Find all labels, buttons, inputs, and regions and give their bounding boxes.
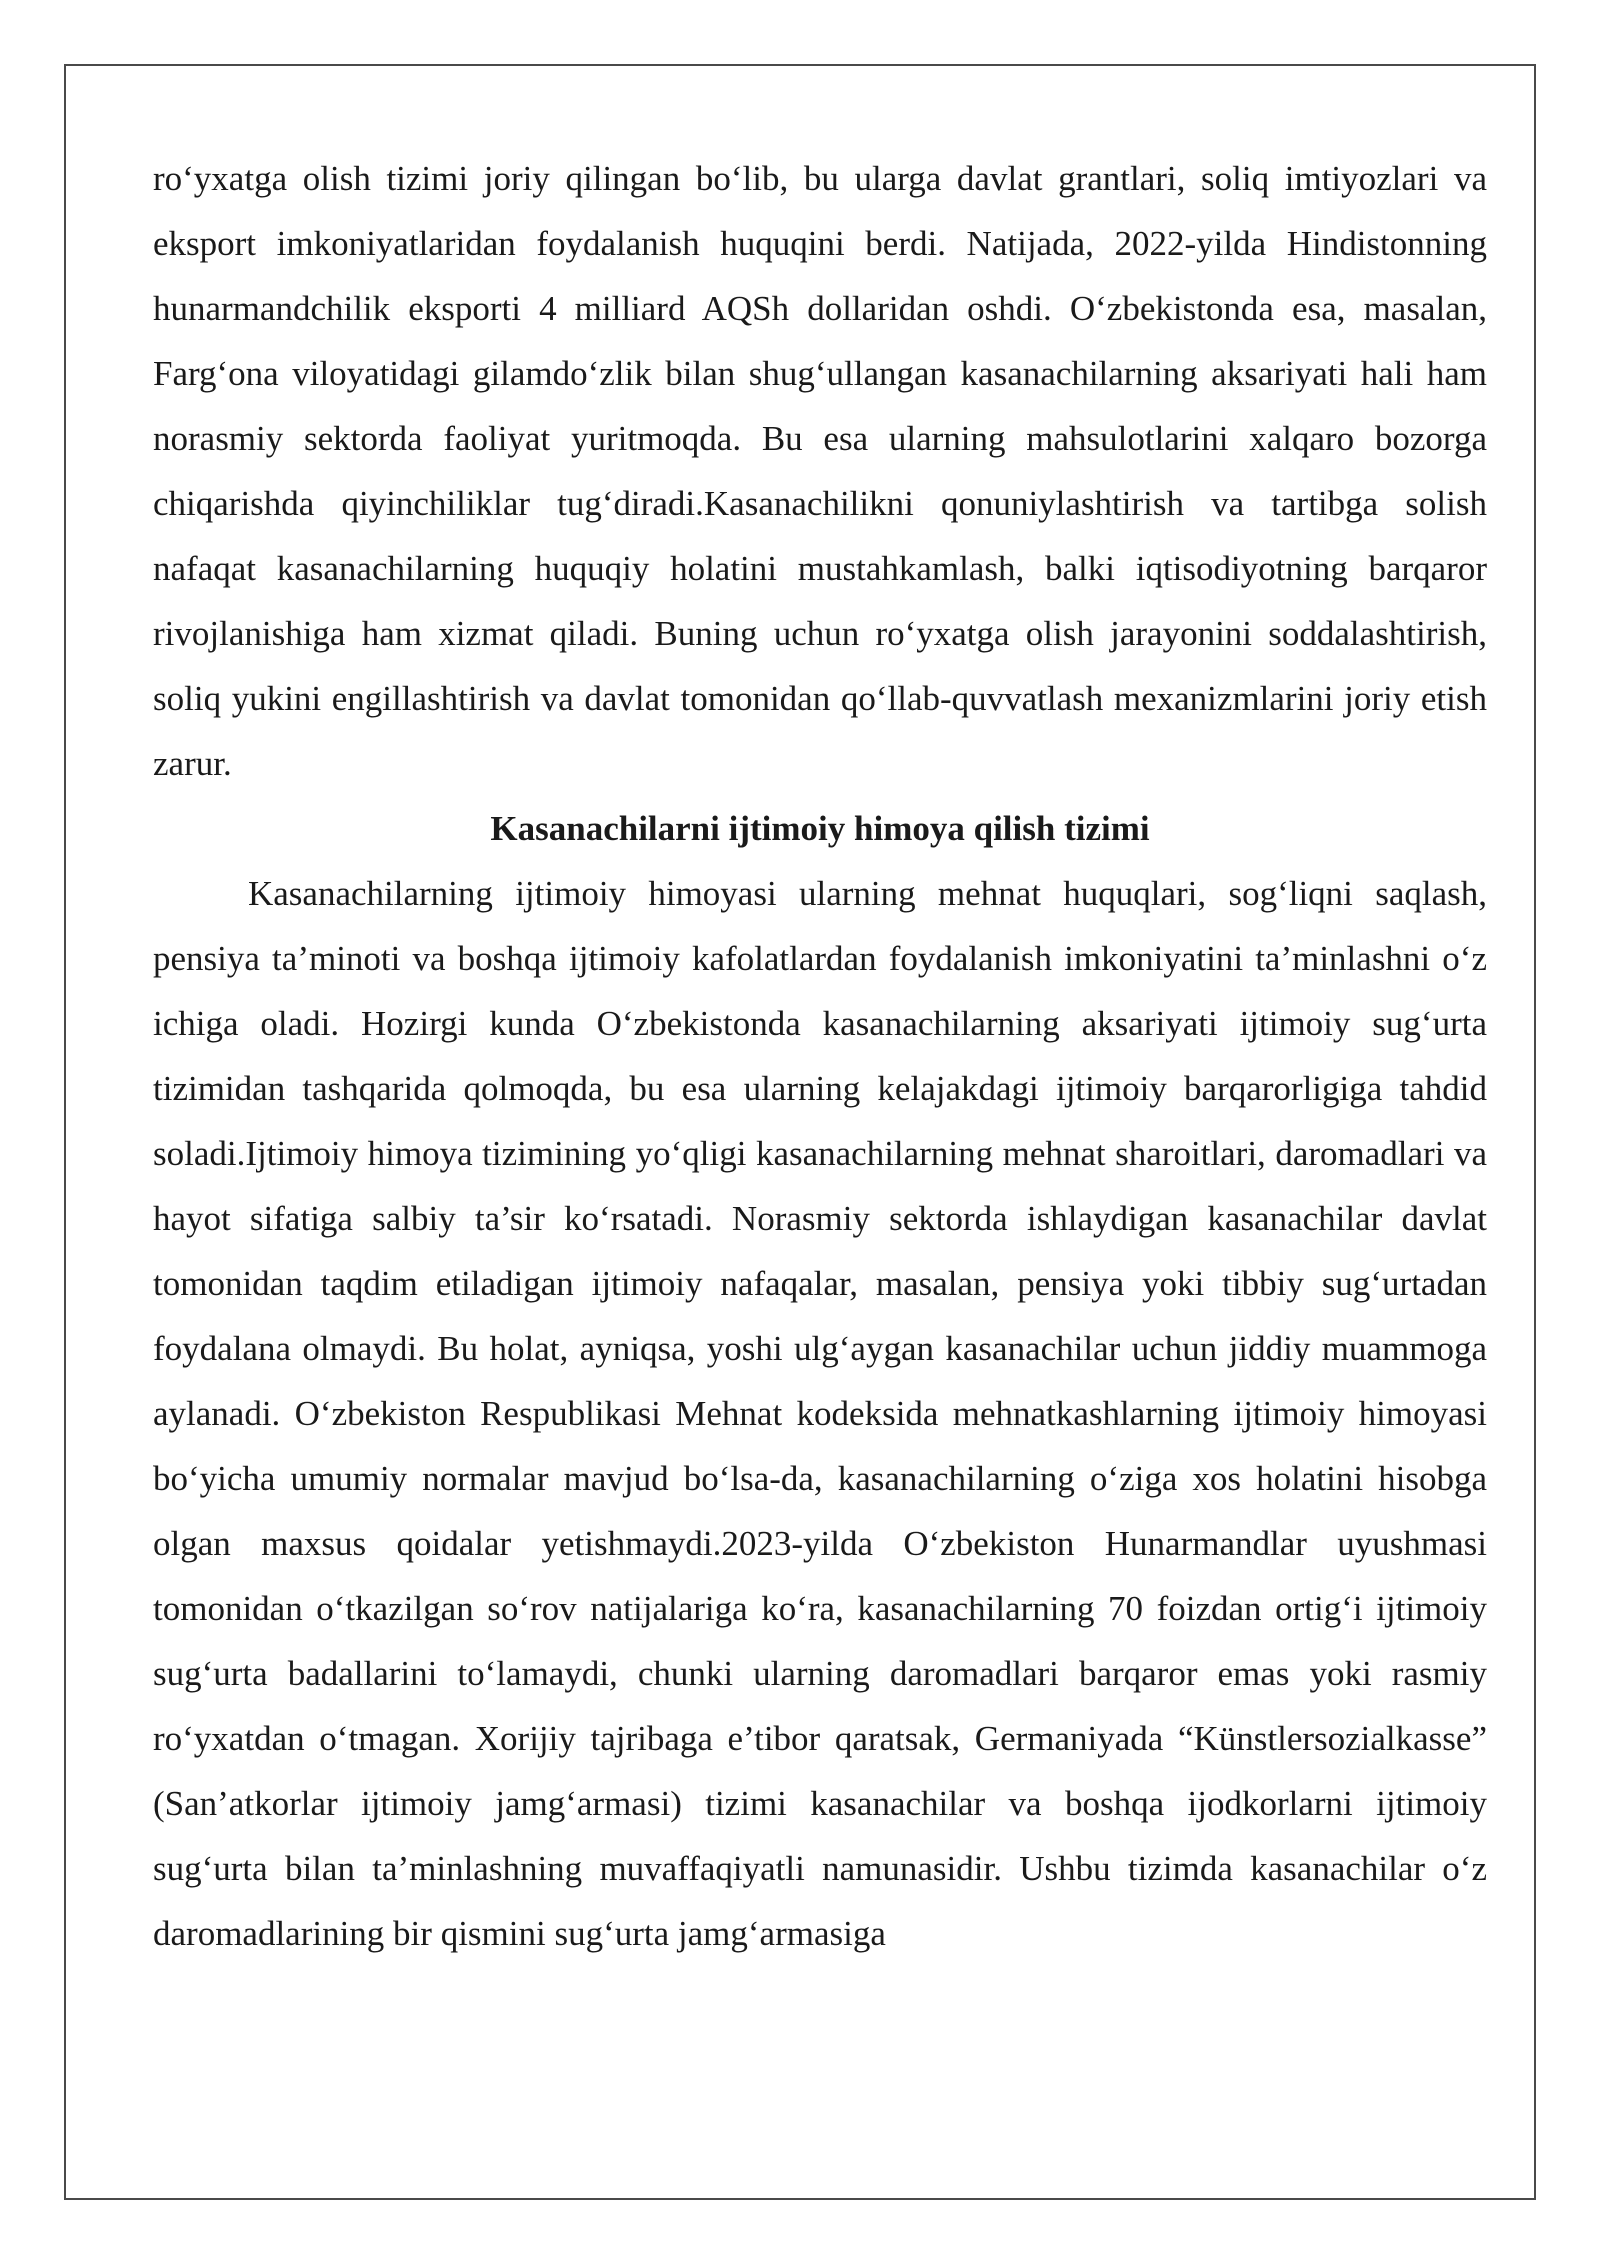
section-heading: Kasanachilarni ijtimoiy himoya qilish tizimi — [490, 809, 1150, 848]
paragraph-social-protection: Kasanachilarning ijtimoiy himoyasi ularning mehnat huquqlari, sog‘liqni saqlash, pensiya ta’minoti va boshqa ijtimoiy kafolatlardan foydalanish imkoniyatini ta’minlashni o‘z ichiga oladi. Hozirgi kunda O‘zbekistonda kasanachilarning aksariyati ijtimoiy sug‘urta tizimidan tashqarida qolmoqda, bu esa ularning kelajakdagi ijtimoiy barqarorligiga tahdid soladi.Ijtimoiy himoya tizimining yo‘qligi kasanachilarning mehnat sharoitlari, daromadlari va hayot sifatiga salbiy ta’sir ko‘rsatadi. Norasmiy sektorda ishlaydigan kasanachilar davlat tomonidan taqdim etiladigan ijtimoiy nafaqalar, masalan, pensiya yoki tibbiy sug‘urtadan foydalana olmaydi. Bu holat, ayniqsa, yoshi ulg‘aygan kasanachilar uchun jiddiy muammoga aylanadi. O‘zbekiston Respublikasi Mehnat kodeksida mehnatkashlarning ijtimoiy himoyasi bo‘yicha umumiy normalar mavjud bo‘lsa-da, kasanachilarning o‘ziga xos holatini hisobga olgan maxsus qoidalar yetishmaydi.2023-yilda O‘zbekiston Hunarmandlar uyushmasi tomonidan o‘tkazilgan so‘rov natijalariga ko‘ra, kasanachilarning 70 foizdan ortig‘i ijtimoiy sug‘urta badallarini to‘lamaydi, chunki ularning daromadlari barqaror emas yoki rasmiy ro‘yxatdan o‘tmagan. Xorijiy tajribaga e’tibor qaratsak, Germaniyada “Künstlersozialkasse” (San’atkorlar ijtimoiy jamg‘armasi) tizimi kasanachilar va boshqa ijodkorlarni ijtimoiy sug‘urta bilan ta’minlashning muvaffaqiyatli namunasidir. Ushbu tizimda kasanachilar o‘z daromadlarining bir qismini sug‘urta jamg‘armasiga — [153, 874, 1487, 1953]
paragraph-continuation: ro‘yxatga olish tizimi joriy qilingan bo‘lib, bu ularga davlat grantlari, soliq imtiyozlari va eksport imkoniyatlaridan foydalanish huquqini berdi. Natijada, 2022-yilda Hindistonning hunarmandchilik eksporti 4 milliard AQSh dollaridan oshdi. O‘zbekistonda esa, masalan, Farg‘ona viloyatidagi gilamdo‘zlik bilan shug‘ullangan kasanachilarning aksariyati hali ham norasmiy sektorda faoliyat yuritmoqda. Bu esa ularning mahsulotlarini xalqaro bozorga chiqarishda qiyinchiliklar tug‘diradi.Kasanachilikni qonuniylashtirish va tartibga solish nafaqat kasanachilarning huquqiy holatini mustahkamlash, balki iqtisodiyotning barqaror rivojlanishiga ham xizmat qiladi. Buning uchun ro‘yxatga olish jarayonini soddalashtirish, soliq yukini engillashtirish va davlat tomonidan qo‘llab-quvvatlash mexanizmlarini joriy etish zarur. — [153, 159, 1487, 783]
document-body — [153, 146, 1487, 1966]
